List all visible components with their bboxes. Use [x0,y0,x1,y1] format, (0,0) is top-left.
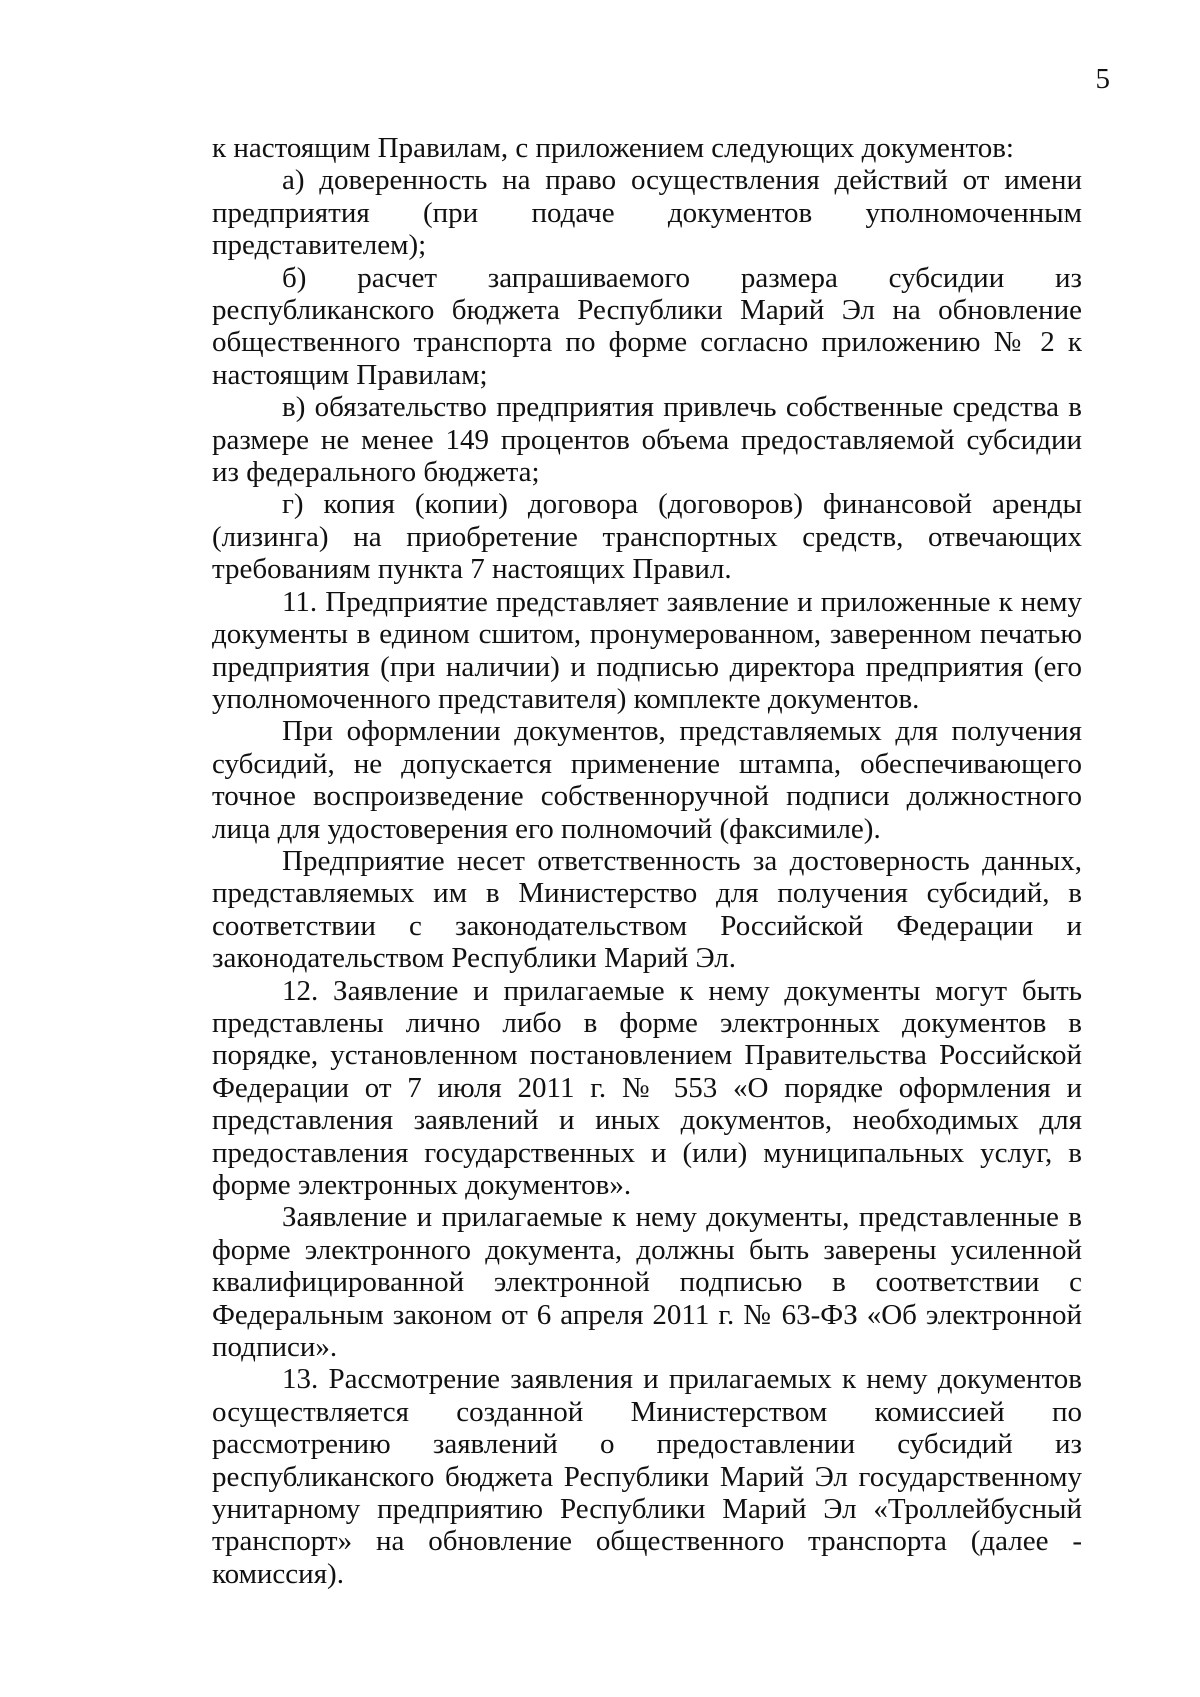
paragraph-item-a: а) доверенность на право осуществления действий от имени предприятия (при подаче документов уполномоченным представителем); [212,164,1082,262]
paragraph-clause-12: 12. Заявление и прилагаемые к нему документы могут быть представлены лично либо в форме электронных документов в порядке, установленном постановлением Правительства Российской Федерации от 7 июля 2011 г. № 553 «О порядке оформления и представления заявлений и иных документов, необходимых для предоставления государственных и (или) муниципальных услуг, в форме электронных документов». [212,974,1082,1201]
document-body [212,132,1082,1590]
paragraph-item-g: г) копия (копии) договора (договоров) финансовой аренды (лизинга) на приобретение транспортных средств, отвечающих требованиям пункта 7 настоящих Правил. [212,488,1082,586]
paragraph-facsimile-rule: При оформлении документов, представляемых для получения субсидий, не допускается применение штампа, обеспечивающего точное воспроизведение собственноручной подписи должностного лица для удостоверения его полномочий (факсимиле). [212,715,1082,845]
paragraph-clause-11: 11. Предприятие представляет заявление и приложенные к нему документы в едином сшитом, пронумерованном, заверенном печатью предприятия (при наличии) и подписью директора предприятия (его уполномоченного представителя) комплекте документов. [212,585,1082,715]
paragraph-clause-13: 13. Рассмотрение заявления и прилагаемых к нему документов осуществляется созданной Министерством комиссией по рассмотрению заявлений о предоставлении субсидий из республиканского бюджета Республики Марий Эл государственному унитарному предприятию Республики Марий Эл «Троллейбусный транспорт» на обновление общественного транспорта (далее - комиссия). [212,1363,1082,1590]
paragraph-responsibility: Предприятие несет ответственность за достоверность данных, представляемых им в Министерство для получения субсидий, в соответствии с законодательством Российской Федерации и законодательством Республики Марий Эл. [212,844,1082,975]
paragraph-item-b: б) расчет запрашиваемого размера субсидии из республиканского бюджета Республики Марий Эл на обновление общественного транспорта по форме согласно приложению № 2 к настоящим Правилам; [212,261,1082,391]
page-number: 5 [1095,63,1110,95]
paragraph-intro: к настоящим Правилам, с приложением следующих документов: [212,132,1014,164]
paragraph-electronic-signature: Заявление и прилагаемые к нему документы, представленные в форме электронного документа, должны быть заверены усиленной квалифицированной электронной подписью в соответствии с Федеральным законом от 6 апреля 2011 г. № 63-ФЗ «Об электронной подписи». [212,1201,1082,1364]
paragraph-item-v: в) обязательство предприятия привлечь собственные средства в размере не менее 149 процентов объема предоставляемой субсидии из федерального бюджета; [212,391,1082,489]
